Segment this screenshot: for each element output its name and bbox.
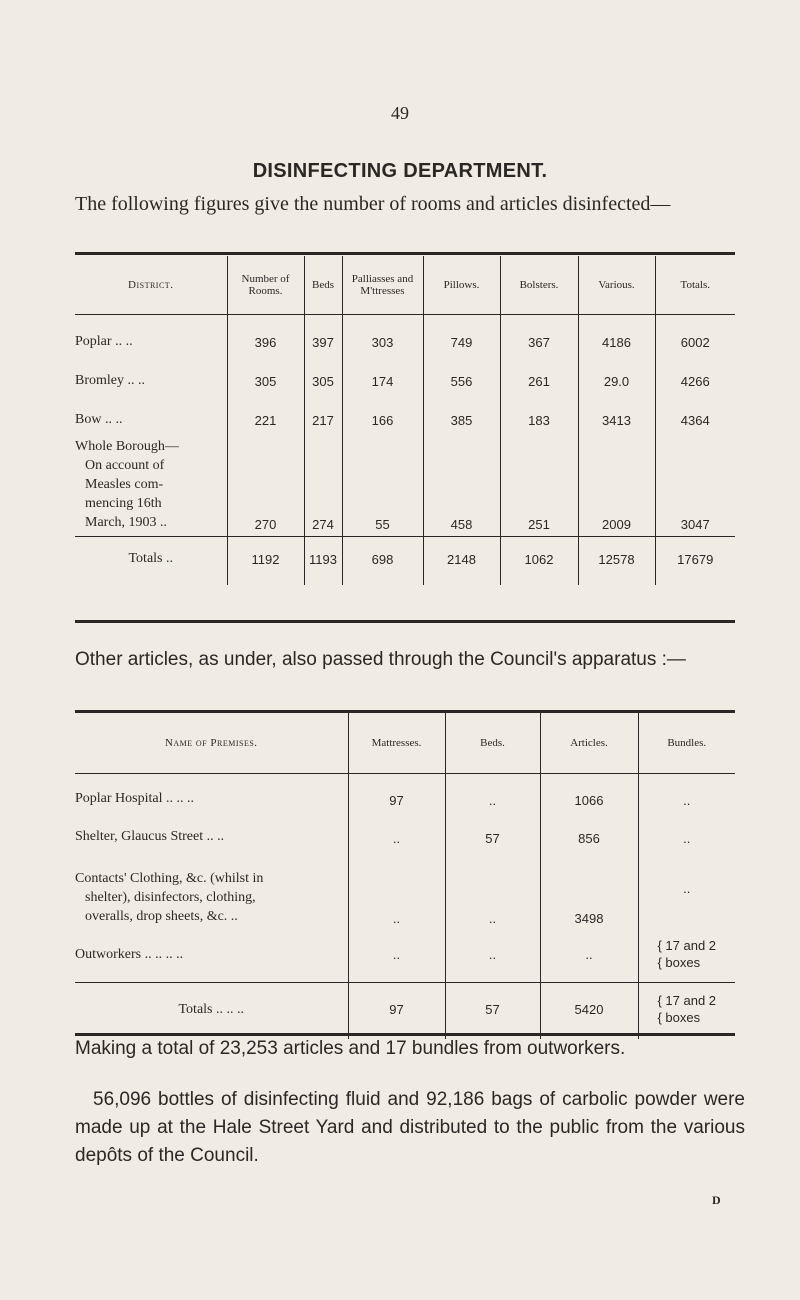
premises-articles-table <box>75 713 735 1039</box>
premises-cell: Contacts' Clothing, &c. (whilst in shelter), disinfectors, clothing, overalls, drop sheets, &c. .. <box>75 871 264 924</box>
table1-bottom-rule <box>75 620 735 623</box>
table-row-contacts <box>75 850 735 930</box>
pillows-cell: 385 <box>423 393 500 432</box>
rooms-cell: 221 <box>227 393 304 432</box>
district-cell: Bromley .. .. <box>75 373 145 388</box>
bolsters-total: 1062 <box>500 537 578 586</box>
premises-cell: Outworkers .. .. .. .. <box>75 946 184 962</box>
district-cell: Whole Borough— On account of Measles com- mencing 16th March, 1903 .. <box>75 439 179 530</box>
articles-cell: 1066 <box>540 774 638 813</box>
table-row <box>75 812 735 850</box>
bundles-cell: .. <box>638 774 735 813</box>
mattresses-total: 97 <box>348 983 445 1040</box>
table-row-totals <box>75 537 735 586</box>
rooms-cell: 270 <box>227 432 304 537</box>
totals-label: Totals .. .. .. <box>75 983 348 1040</box>
col-header-district: District. <box>75 256 227 315</box>
beds-cell: 274 <box>304 432 342 537</box>
rooms-cell: 305 <box>227 354 304 393</box>
table-row <box>75 393 735 432</box>
beds-cell: 305 <box>304 354 342 393</box>
pillows-cell: 556 <box>423 354 500 393</box>
beds-cell: 57 <box>445 812 540 850</box>
intro-paragraph: The following figures give the number of rooms and articles disinfected— <box>75 193 671 215</box>
various-total: 12578 <box>578 537 655 586</box>
making-total-sentence: Making a total of 23,253 articles and 17 bundles from outworkers. <box>75 1038 626 1059</box>
page-title: DISINFECTING DEPARTMENT. <box>252 160 548 182</box>
col-header-articles: Articles. <box>540 713 638 774</box>
col-header-premises: Name of Premises. <box>75 713 348 774</box>
bundles-cell: { 17 and 2 { boxes <box>638 930 735 983</box>
table-row <box>75 315 735 355</box>
table-row-totals <box>75 983 735 1040</box>
beds-cell: .. <box>445 774 540 813</box>
various-cell: 4186 <box>578 315 655 355</box>
beds-total: 57 <box>445 983 540 1040</box>
col-header-rooms: Number of Rooms. <box>227 256 304 315</box>
articles-cell: 856 <box>540 812 638 850</box>
col-header-bundles: Bundles. <box>638 713 735 774</box>
bottles-paragraph: 56,096 bottles of disinfecting fluid and 92,186 bags of carbolic powder were made up at the Hale Street Yard and distributed to the public from the various depôts of the Council. <box>75 1089 745 1166</box>
col-header-beds: Beds. <box>445 713 540 774</box>
palliasses-total: 698 <box>342 537 423 586</box>
totals-cell: 4364 <box>655 393 735 432</box>
articles-total: 5420 <box>540 983 638 1040</box>
various-cell: 3413 <box>578 393 655 432</box>
palliasses-cell: 55 <box>342 432 423 537</box>
bundles-cell: .. <box>638 812 735 850</box>
articles-cell: .. <box>540 930 638 983</box>
grand-total: 17679 <box>655 537 735 586</box>
other-articles-paragraph: Other articles, as under, also passed through the Council's apparatus :— <box>75 649 686 670</box>
bolsters-cell: 183 <box>500 393 578 432</box>
premises-cell: Shelter, Glaucus Street .. .. <box>75 829 225 844</box>
district-disinfection-table <box>75 256 735 585</box>
table1-top-rule <box>75 252 735 255</box>
page-number: 49 <box>391 103 409 123</box>
mattresses-cell: .. <box>348 930 445 983</box>
bolsters-cell: 367 <box>500 315 578 355</box>
rooms-cell: 396 <box>227 315 304 355</box>
beds-cell: .. <box>445 850 540 930</box>
signature-mark: D <box>712 1193 721 1207</box>
rooms-total: 1192 <box>227 537 304 586</box>
various-cell: 2009 <box>578 432 655 537</box>
col-header-mattresses: Mattresses. <box>348 713 445 774</box>
palliasses-cell: 166 <box>342 393 423 432</box>
table-header-row <box>75 713 735 774</box>
totals-cell: 4266 <box>655 354 735 393</box>
col-header-pillows: Pillows. <box>423 256 500 315</box>
bolsters-cell: 261 <box>500 354 578 393</box>
pillows-cell: 749 <box>423 315 500 355</box>
totals-cell: 3047 <box>655 432 735 537</box>
table2-bottom-rule <box>75 1033 735 1036</box>
district-cell: Bow .. .. <box>75 412 123 427</box>
beds-cell: .. <box>445 930 540 983</box>
premises-cell: Poplar Hospital .. .. .. <box>75 791 194 806</box>
pillows-total: 2148 <box>423 537 500 586</box>
bundles-total: { 17 and 2 { boxes <box>638 983 735 1040</box>
table-row <box>75 354 735 393</box>
beds-cell: 217 <box>304 393 342 432</box>
totals-label: Totals .. <box>75 537 227 586</box>
col-header-palliasses: Palliasses and M'ttresses <box>342 256 423 315</box>
bolsters-cell: 251 <box>500 432 578 537</box>
articles-cell: 3498 <box>540 850 638 930</box>
pillows-cell: 458 <box>423 432 500 537</box>
beds-cell: 397 <box>304 315 342 355</box>
various-cell: 29.0 <box>578 354 655 393</box>
mattresses-cell: 97 <box>348 774 445 813</box>
col-header-bolsters: Bolsters. <box>500 256 578 315</box>
bundles-cell: .. <box>638 850 735 930</box>
totals-cell: 6002 <box>655 315 735 355</box>
col-header-totals: Totals. <box>655 256 735 315</box>
beds-total: 1193 <box>304 537 342 586</box>
palliasses-cell: 303 <box>342 315 423 355</box>
col-header-beds: Beds <box>304 256 342 315</box>
mattresses-cell: .. <box>348 850 445 930</box>
table-header-row <box>75 256 735 315</box>
palliasses-cell: 174 <box>342 354 423 393</box>
district-cell: Poplar .. .. <box>75 334 133 349</box>
table-row-outworkers <box>75 930 735 983</box>
col-header-various: Various. <box>578 256 655 315</box>
table-row-whole-borough <box>75 432 735 537</box>
mattresses-cell: .. <box>348 812 445 850</box>
table-row <box>75 774 735 813</box>
